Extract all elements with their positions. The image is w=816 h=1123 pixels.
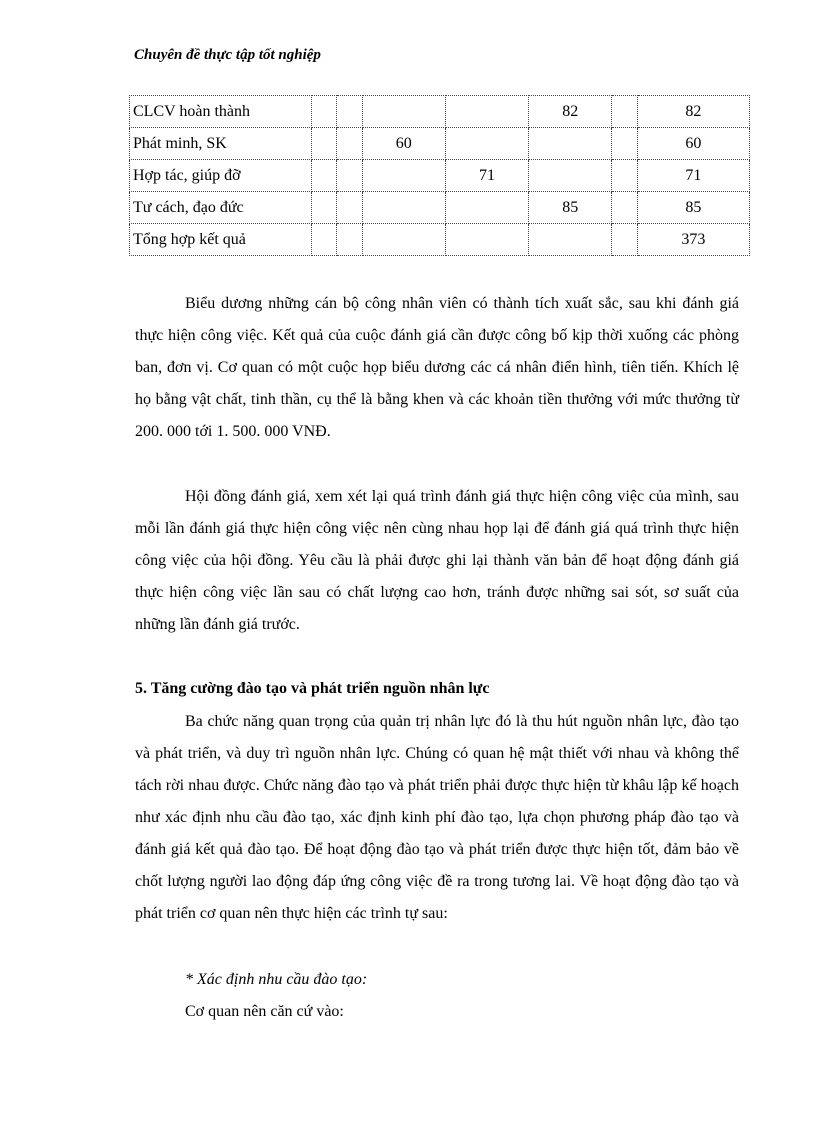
score-cell bbox=[337, 96, 362, 128]
paragraph-training: Ba chức năng quan trọng của quản trị nhân lực đó là thu hút nguồn nhân lực, đào tạo và phát triển, và duy trì nguồn nhân lực. Chúng có quan hệ mật thiết với nhau và không thể tách rời nhau được. Chức năng đào tạo và phát triển phải được thực hiện từ khâu lập kế hoạch như xác định nhu cầu đào tạo, xác định kinh phí đào tạo, lựa chọn phương pháp đào tạo và đánh giá kết quả đào tạo. Để hoạt động đào tạo và phát triển được thực hiện tốt, đảm bảo về chốt lượng người lao động đáp ứng công việc đề ra trong tương lai. Về hoạt động đào tạo và phát triển cơ quan nên thực hiện các trình tự sau: bbox=[135, 713, 739, 922]
score-cell: 60 bbox=[362, 128, 445, 160]
score-cell bbox=[312, 192, 337, 224]
paragraph-basis: Cơ quan nên căn cứ vào: bbox=[185, 1003, 344, 1020]
subheading-training-needs: * Xác định nhu cầu đào tạo: bbox=[185, 971, 368, 988]
page-header: Chuyên đề thực tập tốt nghiệp bbox=[134, 47, 321, 63]
total-cell: 60 bbox=[637, 128, 749, 160]
total-cell: 71 bbox=[637, 160, 749, 192]
score-cell bbox=[337, 192, 362, 224]
score-cell bbox=[612, 224, 637, 256]
score-cell bbox=[337, 224, 362, 256]
results-table bbox=[129, 95, 750, 256]
score-cell bbox=[612, 160, 637, 192]
score-cell bbox=[362, 192, 445, 224]
score-cell bbox=[445, 96, 528, 128]
paragraph-commendation: Biểu dương những cán bộ công nhân viên có thành tích xuất sắc, sau khi đánh giá thực hiện công việc. Kết quả của cuộc đánh giá cần được công bố kịp thời xuống các phòng ban, đơn vị. Cơ quan có một cuộc họp biểu dương các cá nhân điển hình, tiên tiến. Khích lệ họ bằng vật chất, tinh thần, cụ thể là bằng khen và các khoản tiền thưởng với mức thưởng từ 200. 000 tới 1. 500. 000 VNĐ. bbox=[135, 295, 739, 440]
table-row bbox=[130, 192, 750, 224]
section-heading: 5. Tăng cường đào tạo và phát triển nguồn nhân lực bbox=[135, 680, 490, 697]
score-cell bbox=[612, 192, 637, 224]
score-cell bbox=[312, 128, 337, 160]
score-cell: 82 bbox=[529, 96, 612, 128]
table-row bbox=[130, 160, 750, 192]
score-cell bbox=[529, 224, 612, 256]
score-cell bbox=[337, 160, 362, 192]
row-label: CLCV hoàn thành bbox=[130, 96, 312, 128]
score-cell bbox=[445, 128, 528, 160]
score-cell bbox=[337, 128, 362, 160]
row-label: Tư cách, đạo đức bbox=[130, 192, 312, 224]
score-cell bbox=[529, 128, 612, 160]
paragraph-council-review: Hội đồng đánh giá, xem xét lại quá trình đánh giá thực hiện công việc của mình, sau mỗi lần đánh giá thực hiện công việc nên cùng nhau họp lại để đánh giá quá trình thực hiện công việc của hội đồng. Yêu cầu là phải được ghi lại thành văn bản để hoạt động đánh giá thực hiện công việc lần sau có chất lượng cao hơn, tránh được những sai sót, sơ suất của những lần đánh giá trước. bbox=[135, 488, 739, 633]
table-row bbox=[130, 224, 750, 256]
score-cell: 71 bbox=[445, 160, 528, 192]
score-cell bbox=[612, 96, 637, 128]
total-cell: 373 bbox=[637, 224, 749, 256]
score-cell bbox=[312, 160, 337, 192]
score-cell bbox=[312, 224, 337, 256]
score-cell bbox=[612, 128, 637, 160]
table-row bbox=[130, 96, 750, 128]
row-label: Hợp tác, giúp đỡ bbox=[130, 160, 312, 192]
score-cell bbox=[529, 160, 612, 192]
total-cell: 82 bbox=[637, 96, 749, 128]
row-label: Tổng hợp kết quả bbox=[130, 224, 312, 256]
score-cell bbox=[362, 96, 445, 128]
score-cell bbox=[445, 192, 528, 224]
score-cell bbox=[362, 160, 445, 192]
score-cell bbox=[445, 224, 528, 256]
table-row bbox=[130, 128, 750, 160]
total-cell: 85 bbox=[637, 192, 749, 224]
row-label: Phát minh, SK bbox=[130, 128, 312, 160]
score-cell: 85 bbox=[529, 192, 612, 224]
score-cell bbox=[362, 224, 445, 256]
score-cell bbox=[312, 96, 337, 128]
